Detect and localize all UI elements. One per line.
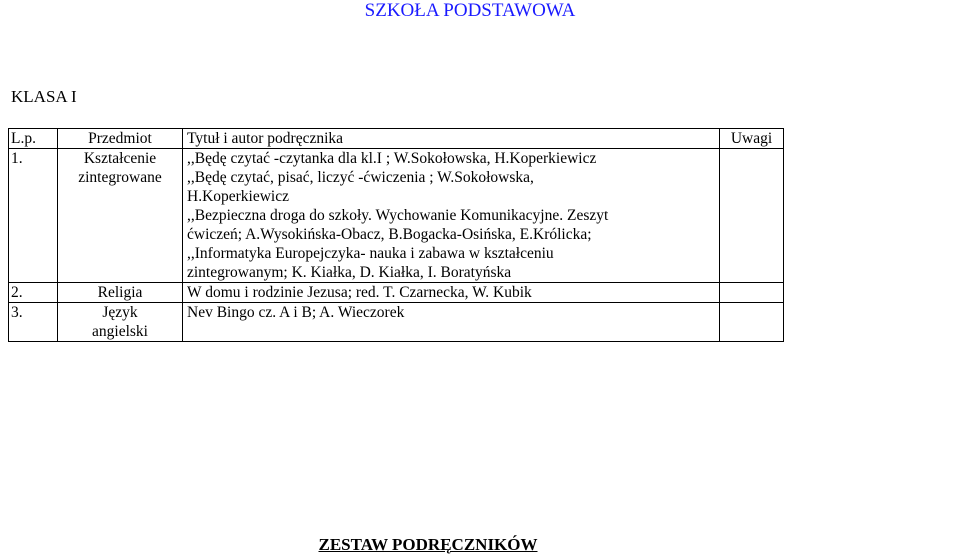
row-lp: 1. (9, 149, 58, 283)
subject-line: Język (102, 304, 138, 321)
title-line: ,,Będę czytać, pisać, liczyć -ćwiczenia ; W.Sokołowska, (187, 169, 534, 186)
header-notes: Uwagi (720, 129, 784, 149)
textbook-table (8, 128, 784, 342)
title-line: H.Koperkiewicz (187, 188, 289, 205)
row-notes (720, 303, 784, 342)
table-row (9, 303, 784, 342)
row-subject (58, 283, 183, 303)
title-line: W domu i rodzinie Jezusa; red. T. Czarnecka, W. Kubik (187, 284, 532, 301)
row-subject (58, 303, 183, 342)
row-title (183, 303, 720, 342)
header-lp: L.p. (9, 129, 58, 149)
row-title (183, 149, 720, 283)
class-heading: KLASA I (11, 87, 77, 106)
title-line: ,,Informatyka Europejczyka- nauka i zabawa w kształceniu (187, 245, 554, 262)
header-title: Tytuł i autor podręcznika (183, 129, 720, 149)
row-notes (720, 283, 784, 303)
header-subject: Przedmiot (58, 129, 183, 149)
title-line: ćwiczeń; A.Wysokińska-Obacz, B.Bogacka-Osińska, E.Królicka; (187, 226, 592, 243)
row-subject (58, 149, 183, 283)
row-title (183, 283, 720, 303)
title-line: Nev Bingo cz. A i B; A. Wieczorek (187, 304, 405, 321)
school-title: SZKOŁA PODSTAWOWA (364, 0, 576, 21)
subject-line: Religia (97, 284, 143, 301)
subject-line: zintegrowane (78, 169, 162, 186)
table-header-row (9, 129, 784, 149)
section-title: ZESTAW PODRĘCZNIKÓW (318, 535, 538, 554)
row-notes (720, 149, 784, 283)
table-row (9, 283, 784, 303)
subject-line: Kształcenie (83, 150, 157, 167)
table-row (9, 149, 784, 283)
subject-line: angielski (92, 323, 148, 340)
row-lp: 3. (9, 303, 58, 342)
row-lp: 2. (9, 283, 58, 303)
title-line: ,,Bezpieczna droga do szkoły. Wychowanie Komunikacyjne. Zeszyt (187, 207, 609, 224)
title-line: zintegrowanym; K. Kiałka, D. Kiałka, I. Boratyńska (187, 264, 512, 281)
title-line: ,,Będę czytać -czytanka dla kl.I ; W.Sokołowska, H.Koperkiewicz (187, 150, 597, 167)
